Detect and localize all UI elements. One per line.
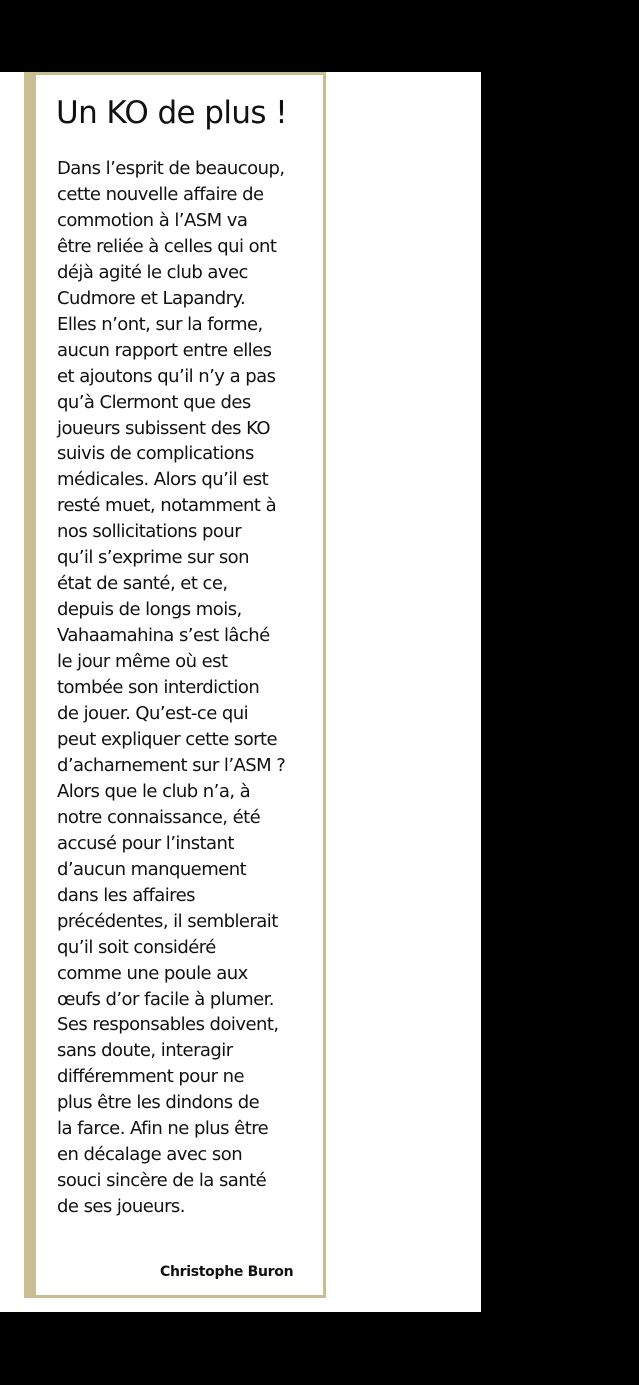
article-line: de ses joueurs. <box>57 1196 185 1218</box>
article-line: état de santé, et ce, <box>57 573 228 595</box>
article-line: resté muet, notamment à <box>57 495 277 517</box>
article-line: la farce. Afin ne plus être <box>57 1118 269 1140</box>
article-line: médicales. Alors qu’il est <box>57 469 269 491</box>
article-line: et ajoutons qu’il n’y a pas <box>57 365 276 387</box>
article-line: qu’il soit considéré <box>57 936 216 958</box>
article-line: de jouer. Qu’est-ce qui <box>57 703 249 725</box>
article-line: le jour même où est <box>57 651 228 673</box>
article-line: qu’à Clermont que des <box>57 391 251 413</box>
article-line: Elles n’ont, sur la forme, <box>57 313 263 335</box>
article-line: tombée son interdiction <box>57 677 260 699</box>
article-line: sans doute, interagir <box>57 1040 233 1062</box>
article-line: comme une poule aux <box>57 962 248 984</box>
article-line: Vahaamahina s’est lâché <box>57 625 270 647</box>
article-line: œufs d’or facile à plumer. <box>57 988 274 1010</box>
article-line: être reliée à celles qui ont <box>57 235 277 257</box>
article-author: Christophe Buron <box>160 1264 294 1280</box>
article-line: joueurs subissent des KO <box>57 417 271 439</box>
article-line: dans les affaires <box>57 884 195 906</box>
article-line: différemment pour ne <box>57 1066 245 1088</box>
article-line: aucun rapport entre elles <box>57 339 272 361</box>
article-line: en décalage avec son <box>57 1144 243 1166</box>
article-line: Ses responsables doivent, <box>57 1014 279 1036</box>
article-line: accusé pour l’instant <box>57 832 234 854</box>
article-line: d’acharnement sur l’ASM ? <box>57 754 286 776</box>
article-line: cette nouvelle affaire de <box>57 183 264 205</box>
article-line: depuis de longs mois, <box>57 599 242 621</box>
article-line: précédentes, il semblerait <box>57 910 278 932</box>
article-line: Alors que le club n’a, à <box>57 780 251 802</box>
article-line: déjà agité le club avec <box>57 261 248 283</box>
article-line: notre connaissance, été <box>57 806 261 828</box>
article-line: commotion à l’ASM va <box>57 209 248 231</box>
article-line: Cudmore et Lapandry. <box>57 287 246 309</box>
article-body <box>57 156 323 1220</box>
article-line: plus être les dindons de <box>57 1092 260 1114</box>
article-line: suivis de complications <box>57 443 254 465</box>
article-line: peut expliquer cette sorte <box>57 728 278 750</box>
article-line: nos sollicitations pour <box>57 521 242 543</box>
article-line: d’aucun manquement <box>57 858 247 880</box>
article-title: Un KO de plus ! <box>56 95 288 131</box>
article-line: Dans l’esprit de beaucoup, <box>57 158 285 179</box>
article-line: souci sincère de la santé <box>57 1170 267 1192</box>
article-line: qu’il s’exprime sur son <box>57 547 250 569</box>
